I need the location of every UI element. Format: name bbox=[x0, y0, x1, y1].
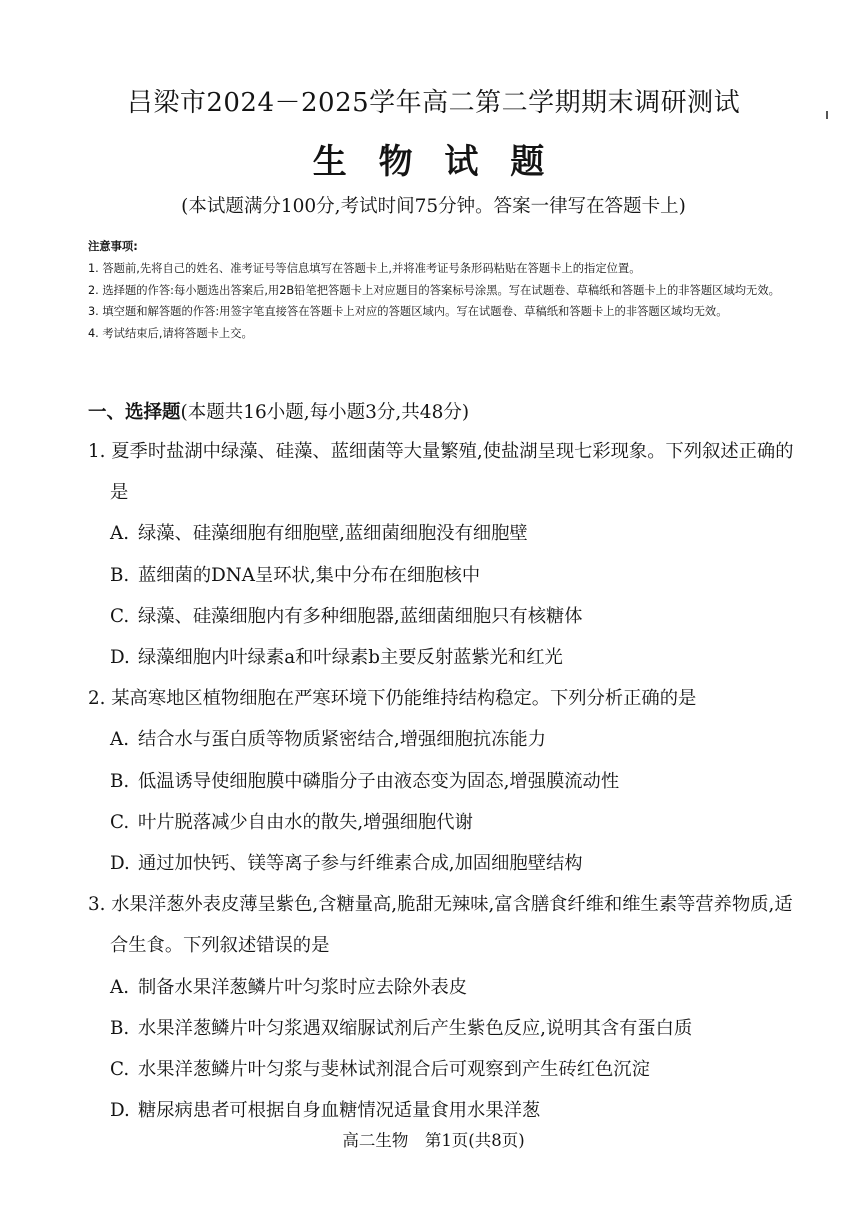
option-letter: B. bbox=[110, 564, 130, 586]
option-text: 叶片脱落减少自由水的散失,增强细胞代谢 bbox=[138, 811, 473, 833]
notice-item: 3. 填空题和解答题的作答:用签字笔直接答在答题卡上对应的答题区域内。写在试题卷、草稿纸和答题卡上的非答题区域均无效。 bbox=[88, 305, 728, 319]
subject-title: 生 物 试 题 bbox=[312, 142, 555, 182]
option-c bbox=[88, 1049, 800, 1090]
option-letter: A. bbox=[110, 976, 130, 998]
option-letter: D. bbox=[110, 1100, 130, 1122]
option-letter: D. bbox=[110, 853, 130, 875]
option-d bbox=[88, 1090, 800, 1131]
option-d bbox=[88, 637, 800, 678]
option-letter: A. bbox=[110, 523, 130, 545]
question-2 bbox=[88, 678, 800, 884]
exam-info: (本试题满分100分,考试时间75分钟。答案一律写在答题卡上) bbox=[181, 196, 686, 217]
page-footer: 高二生物 第1页(共8页) bbox=[342, 1131, 525, 1150]
option-a bbox=[88, 719, 800, 760]
option-d bbox=[88, 843, 800, 884]
option-letter: A. bbox=[110, 729, 130, 751]
option-b bbox=[88, 1008, 800, 1049]
notice-heading: 注意事项: bbox=[88, 240, 138, 253]
option-letter: C. bbox=[110, 605, 130, 627]
section-title: 一、选择题 bbox=[88, 402, 181, 423]
option-text: 绿藻细胞内叶绿素a和叶绿素b主要反射蓝紫光和红光 bbox=[138, 647, 563, 669]
question-1 bbox=[88, 431, 800, 678]
scan-mark bbox=[826, 111, 828, 119]
option-text: 制备水果洋葱鳞片叶匀浆时应去除外表皮 bbox=[138, 976, 468, 998]
notice-item: 4. 考试结束后,请将答题卡上交。 bbox=[88, 327, 253, 341]
option-b bbox=[88, 555, 800, 596]
option-text: 糖尿病患者可根据自身血糖情况适量食用水果洋葱 bbox=[138, 1100, 541, 1122]
option-text: 水果洋葱鳞片叶匀浆遇双缩脲试剂后产生紫色反应,说明其含有蛋白质 bbox=[138, 1017, 693, 1039]
option-b bbox=[88, 761, 800, 802]
question-3 bbox=[88, 884, 800, 1131]
option-a bbox=[88, 513, 800, 554]
option-letter: C. bbox=[110, 811, 130, 833]
option-text: 绿藻、硅藻细胞有细胞壁,蓝细菌细胞没有细胞壁 bbox=[138, 523, 528, 545]
option-letter: D. bbox=[110, 647, 130, 669]
section-note: (本题共16小题,每小题3分,共48分) bbox=[180, 402, 470, 423]
option-text: 结合水与蛋白质等物质紧密结合,增强细胞抗冻能力 bbox=[138, 729, 546, 751]
option-letter: B. bbox=[110, 770, 130, 792]
question-list bbox=[88, 431, 800, 1131]
option-letter: C. bbox=[110, 1059, 130, 1081]
notice-block bbox=[88, 236, 793, 345]
notice-item: 2. 选择题的作答:每小题选出答案后,用2B铅笔把答题卡上对应题目的答案标号涂黑。写在试题卷、草稿纸和答题卡上的非答题区域均无效。 bbox=[88, 283, 780, 297]
option-c bbox=[88, 596, 800, 637]
option-text: 水果洋葱鳞片叶匀浆与斐林试剂混合后可观察到产生砖红色沉淀 bbox=[138, 1059, 650, 1081]
question-stem: 2. 某高寒地区植物细胞在严寒环境下仍能维持结构稳定。下列分析正确的是 bbox=[88, 688, 697, 710]
exam-title: 吕梁市2024－2025学年高二第二学期期末调研测试 bbox=[126, 88, 741, 118]
question-stem: 1. 夏季时盐湖中绿藻、硅藻、蓝细菌等大量繁殖,使盐湖呈现七彩现象。下列叙述正确的是 bbox=[88, 441, 794, 504]
option-text: 低温诱导使细胞膜中磷脂分子由液态变为固态,增强膜流动性 bbox=[138, 770, 620, 792]
section-heading bbox=[88, 398, 469, 424]
option-text: 蓝细菌的DNA呈环状,集中分布在细胞核中 bbox=[138, 564, 481, 586]
notice-item: 1. 答题前,先将自己的姓名、准考证号等信息填写在答题卡上,并将准考证号条形码粘贴在答题卡上的指定位置。 bbox=[88, 261, 641, 275]
question-stem: 3. 水果洋葱外表皮薄呈紫色,含糖量高,脆甜无辣味,富含膳食纤维和维生素等营养物质,适合生食。下列叙述错误的是 bbox=[88, 894, 793, 957]
option-c bbox=[88, 802, 800, 843]
option-letter: B. bbox=[110, 1017, 130, 1039]
option-text: 通过加快钙、镁等离子参与纤维素合成,加固细胞壁结构 bbox=[138, 853, 583, 875]
option-a bbox=[88, 967, 800, 1008]
option-text: 绿藻、硅藻细胞内有多种细胞器,蓝细菌细胞只有核糖体 bbox=[138, 605, 583, 627]
